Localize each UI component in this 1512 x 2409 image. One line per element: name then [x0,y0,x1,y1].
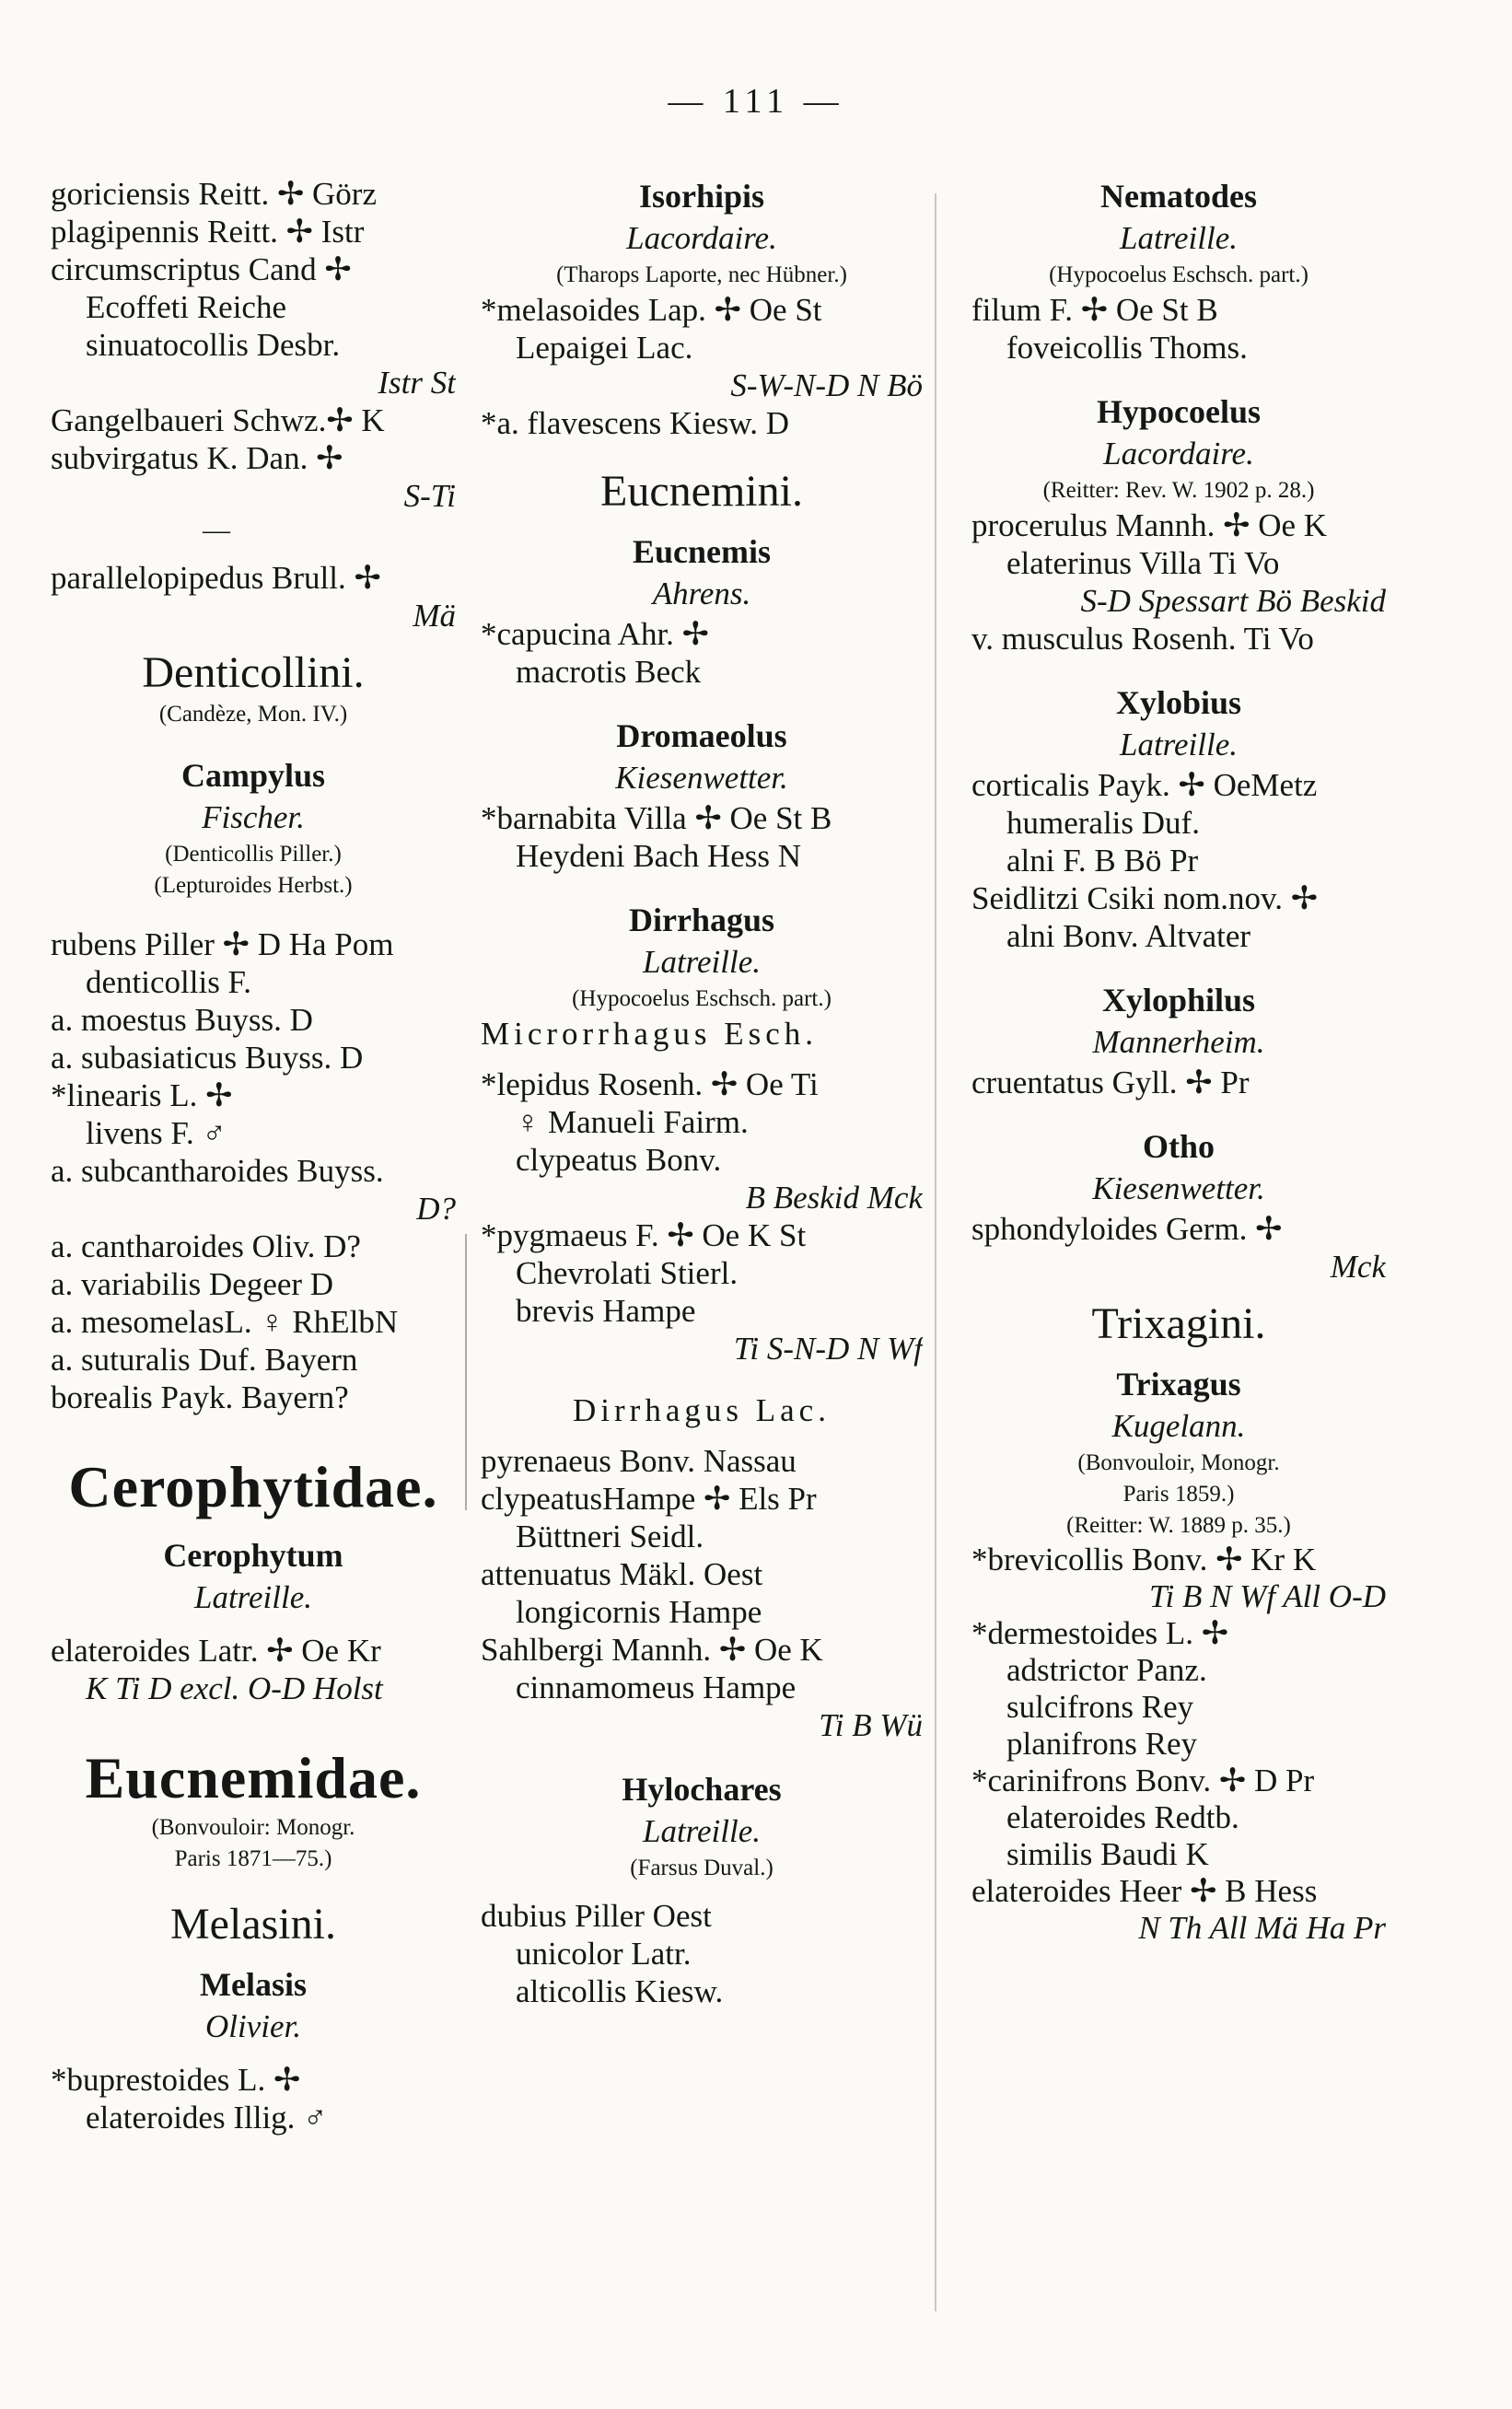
aberration-entry: a. suturalis Duf. Bayern [51,1342,358,1378]
species-entry: procerulus Mannh. ✢ Oe K [971,507,1328,543]
genus-author: Latreille. [642,944,761,980]
aberration-entry: a. subcantharoides Buyss. [51,1153,384,1189]
species-entry: clypeatusHampe ✢ Els Pr [481,1481,817,1517]
genus-author: Kugelann. [1111,1408,1246,1444]
reference-note: (Candèze, Mon. IV.) [158,702,348,727]
tribe-heading: Melasini. [170,1900,336,1949]
aberration-entry: a. subasiaticus Buyss. D [51,1040,364,1076]
synonym-entry: adstrictor Panz. [1006,1652,1207,1688]
column-divider [465,1234,467,1510]
page-number: — 111 — [668,82,844,121]
synonym-note: (Denticollis Piller.) [165,842,342,867]
column-right [971,175,1386,1947]
genus-heading: Otho [1142,1128,1215,1165]
aberration-entry: a. moestus Buyss. D [51,1002,313,1038]
distribution: S-D Spessart Bö Beskid [1080,583,1386,619]
tribe-heading: Denticollini. [142,648,365,697]
species-entry: parallelopipedus Brull. ✢ [51,560,381,596]
aberration-entry: a. variabilis Degeer D [51,1266,334,1302]
synonym-entry: similis Baudi K [1006,1836,1209,1872]
genus-author: Ahrens. [652,576,751,611]
subgenus-heading: Dirrhagus Lac. [573,1392,831,1428]
species-entry: *melasoides Lap. ✢ Oe St [481,292,822,328]
reference-note: (Reitter: Rev. W. 1902 p. 28.) [1042,478,1315,503]
genus-heading: Cerophytum [163,1537,343,1574]
synonym-entry: elateroides Redtb. [1006,1799,1239,1835]
species-entry: dubius Piller Oest [481,1898,712,1934]
genus-heading: Trixagus [1116,1366,1241,1402]
species-entry: goriciensis Reitt. ✢ Görz [51,176,377,212]
genus-heading: Melasis [200,1966,307,2003]
species-entry: attenuatus Mäkl. Oest [481,1556,763,1592]
synonym-entry: elateroides Illig. ♂ [86,2100,328,2136]
distribution: Ti B Wü [819,1707,923,1743]
synonym-entry: foveicollis Thoms. [1006,330,1248,366]
distribution: Istr St [378,365,456,401]
genus-heading: Nematodes [1100,178,1257,215]
genus-author: Olivier. [204,2008,301,2044]
species-entry: corticalis Payk. ✢ OeMetz [971,767,1318,803]
synonym-entry: alni F. B Bö Pr [1006,843,1199,879]
genus-heading: Hylochares [622,1771,782,1808]
species-entry: rubens Piller ✢ D Ha Pom [51,926,394,962]
genus-author: Mannerheim. [1092,1024,1265,1060]
aberration-entry: *a. flavescens Kiesw. D [481,405,789,441]
distribution: B Beskid Mck [745,1180,923,1216]
species-entry: *buprestoides L. ✢ [51,2062,301,2098]
synonym-entry: humeralis Duf. [1006,805,1200,841]
species-entry: plagipennis Reitt. ✢ Istr [51,214,365,250]
synonym-entry: macrotis Beck [516,654,702,690]
species-entry: pyrenaeus Bonv. Nassau [481,1443,797,1479]
column-divider [935,193,936,2311]
species-entry: *pygmaeus F. ✢ Oe K St [481,1217,807,1253]
genus-author: Latreille. [1119,727,1238,762]
synonym-entry: Ecoffeti Reiche [86,289,286,325]
aberration-entry: a. mesomelasL. ♀ RhElbN [51,1304,399,1340]
synonym-entry: alticollis Kiesw. [516,1973,724,2009]
synonym-note: (Hypocoelus Eschsch. part.) [1049,262,1308,287]
species-entry: Sahlbergi Mannh. ✢ Oe K [481,1632,823,1668]
reference-note: (Bonvouloir, Monogr. [1077,1450,1280,1475]
distribution: Ti S-N-D N Wf [733,1331,923,1367]
genus-heading: Eucnemis [632,533,771,570]
synonym-entry: Lepaigei Lac. [516,330,693,366]
genus-author: Kiesenwetter. [1092,1170,1265,1206]
synonym-entry: Chevrolati Stierl. [516,1255,739,1291]
synonym-entry: elaterinus Villa Ti Vo [1006,545,1280,581]
separator: — [203,515,230,545]
species-entry: *capucina Ahr. ✢ [481,616,710,652]
family-heading: Cerophytidae. [68,1454,438,1519]
reference-note: Paris 1871—75.) [174,1846,332,1871]
species-entry: *carinifrons Bonv. ✢ D Pr [971,1763,1315,1798]
genus-heading: Hypocoelus [1096,393,1261,430]
genus-author: Latreille. [193,1579,312,1615]
subgenus-heading: Microrrhagus Esch. [481,1016,819,1052]
synonym-entry: unicolor Latr. [516,1936,692,1972]
synonym-entry: planifrons Rey [1006,1726,1198,1762]
genus-heading: Campylus [180,757,326,794]
synonym-note: (Hypocoelus Eschsch. part.) [572,986,832,1011]
species-entry: elateroides Latr. ✢ Oe Kr [51,1633,381,1669]
tribe-heading: Eucnemini. [600,467,803,516]
distribution: Mä [413,598,456,634]
synonym-entry: clypeatus Bonv. [516,1142,722,1178]
distribution: Mck [1330,1249,1386,1285]
distribution: N Th All Mä Ha Pr [1138,1910,1386,1946]
reference-note: Paris 1859.) [1122,1482,1235,1507]
genus-heading: Isorhipis [638,178,765,215]
family-heading: Eucnemidae. [85,1745,422,1810]
distribution: D? [416,1191,456,1227]
reference-note: (Reitter: W. 1889 p. 35.) [1066,1513,1291,1538]
species-entry: filum F. ✢ Oe St B [971,292,1218,328]
species-entry: *dermestoides L. ✢ [971,1615,1229,1651]
species-entry: *lepidus Rosenh. ✢ Oe Ti [481,1066,819,1102]
synonym-entry: sulcifrons Rey [1006,1689,1194,1725]
synonym-entry: longicornis Hampe [516,1594,762,1630]
genus-author: Fischer. [202,799,305,835]
species-entry: *linearis L. ✢ [51,1077,233,1113]
synonym-entry: denticollis F. [86,964,251,1000]
variety-entry: v. musculus Rosenh. Ti Vo [971,621,1314,657]
synonym-entry: Büttneri Seidl. [516,1519,704,1554]
synonym-entry: ♀ Manueli Fairm. [516,1104,749,1140]
species-entry: *barnabita Villa ✢ Oe St B [481,800,832,836]
species-entry: circumscriptus Cand ✢ [51,251,352,287]
tribe-heading: Trixagini. [1091,1299,1266,1348]
column-middle [481,175,923,2010]
genus-heading: Xylophilus [1101,982,1256,1018]
species-entry: sphondyloides Germ. ✢ [971,1211,1283,1247]
genus-heading: Dromaeolus [616,717,787,754]
aberration-entry: a. cantharoides Oliv. D? [51,1228,361,1264]
distribution: Ti B N Wf All O-D [1148,1578,1386,1614]
synonym-note: (Farsus Duval.) [630,1856,773,1880]
genus-author: Latreille. [642,1813,761,1849]
distribution: K Ti D excl. O-D Holst [86,1670,383,1706]
species-entry: *brevicollis Bonv. ✢ Kr K [971,1542,1317,1577]
synonym-entry: sinuatocollis Desbr. [86,327,341,363]
synonym-note: (Lepturoides Herbst.) [154,873,353,898]
synonym-entry: brevis Hampe [516,1293,696,1329]
species-entry: borealis Payk. Bayern? [51,1379,349,1415]
genus-author: Lacordaire. [626,220,777,256]
synonym-entry: alni Bonv. Altvater [1006,918,1251,954]
species-entry: subvirgatus K. Dan. ✢ [51,440,343,476]
synonym-entry: livens F. ♂ [86,1115,227,1151]
genus-author: Kiesenwetter. [615,760,788,796]
species-entry: cruentatus Gyll. ✢ Pr [971,1065,1250,1100]
column-left [51,175,456,2136]
genus-heading: Dirrhagus [628,902,774,938]
species-entry: Gangelbaueri Schwz.✢ K [51,402,385,438]
distribution: S-Ti [403,478,456,514]
genus-author: Latreille. [1119,220,1238,256]
synonym-entry: cinnamomeus Hampe [516,1670,797,1705]
synonym-entry: Heydeni Bach Hess N [516,838,802,874]
genus-author: Lacordaire. [1103,436,1254,471]
distribution: S-W-N-D N Bö [730,367,923,403]
species-entry: Seidlitzi Csiki nom.nov. ✢ [971,880,1319,916]
reference-note: (Bonvouloir: Monogr. [151,1815,355,1840]
genus-heading: Xylobius [1115,684,1242,721]
synonym-note: (Tharops Laporte, nec Hübner.) [556,262,847,287]
species-entry: elateroides Heer ✢ B Hess [971,1873,1318,1909]
